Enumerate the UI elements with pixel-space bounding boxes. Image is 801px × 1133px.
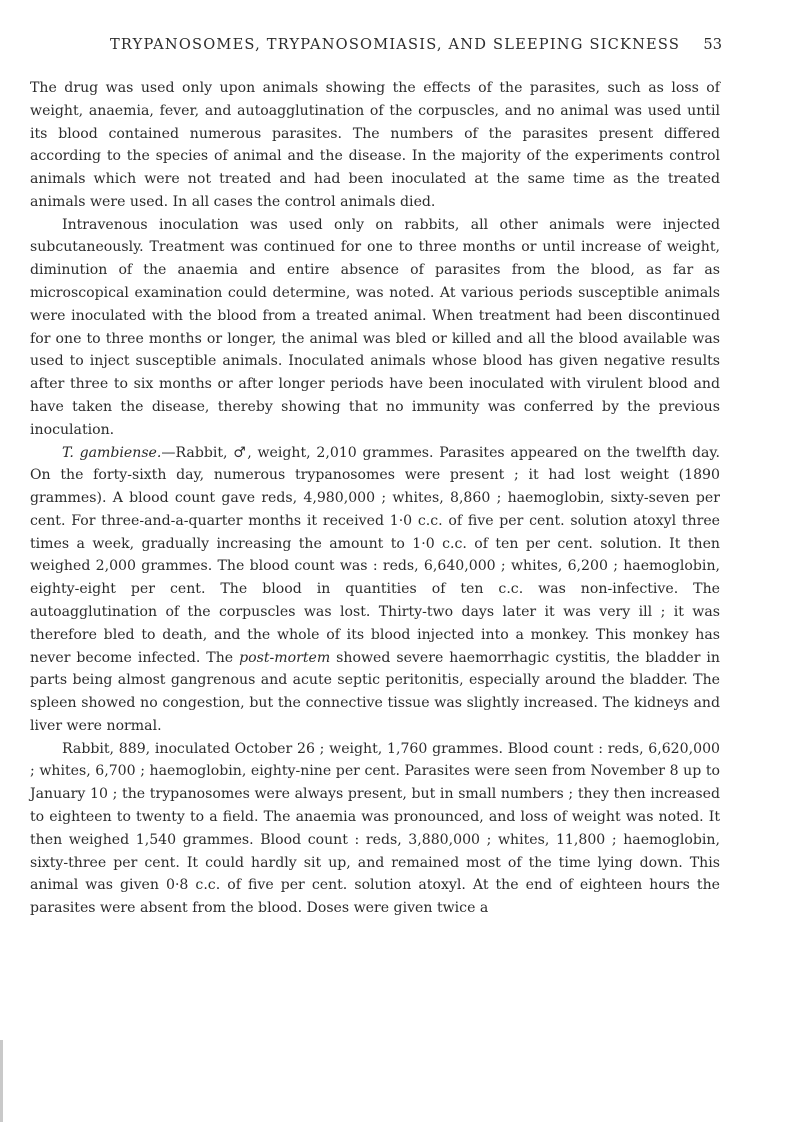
post-mortem-term: post-mortem <box>239 649 331 666</box>
gambiense-text-b: showed severe haemorrhagic cystitis, the bladder in parts being almost gangrenous and acute septic peritonitis, especially around the bladder. The spleen showed no congestion, but the connective tissue was slightly increased. The kidneys and liver were normal. <box>30 649 720 734</box>
page-number: 53 <box>703 36 722 53</box>
page-edge-mark <box>0 1040 3 1122</box>
paragraph-inoculation-method: Intravenous inoculation was used only on rabbits, all other animals were injected subcutaneously. Treatment was continued for one to three months or until increase of weight, diminution of the anaemia and entire absence of parasites from the blood, as far as microscopical examination could determine, was noted. At various periods susceptible animals were inoculated with the blood from a treated animal. When treatment had been discontinued for one to three months or longer, the animal was bled or killed and all the blood available was used to inject susceptible animals. Inoculated animals whose blood has given negative results after three to six months or after longer periods have been inoculated with virulent blood and have taken the disease, thereby showing that no immunity was conferred by the previous inoculation. <box>30 216 720 438</box>
running-title: TRYPANOSOMES, TRYPANOSOMIASIS, AND SLEEPING SICKNESS <box>110 36 681 53</box>
paragraph-rabbit-889: Rabbit, 889, inoculated October 26 ; weight, 1,760 grammes. Blood count : reds, 6,620,000 ; whites, 6,700 ; haemoglobin, eighty-nine per cent. Parasites were seen from November 8 up to January 10 ; the trypanosomes were always present, but in small numbers ; they then increased to eighteen to twenty to a field. The anaemia was pronounced, and loss of weight was noted. It then weighed 1,540 grammes. Blood count : reds, 3,880,000 ; whites, 11,800 ; haemoglobin, sixty-three per cent. It could hardly sit up, and remained most of the time lying down. This animal was given 0·8 c.c. of five per cent. solution atoxyl. At the end of eighteen hours the parasites were absent from the blood. Doses were given twice a <box>30 740 720 917</box>
body-text <box>30 77 720 920</box>
paragraph-drug-usage: The drug was used only upon animals showing the effects of the parasites, such as loss of weight, anaemia, fever, and autoagglutination of the corpuscles, and no animal was used until its blood contained numerous parasites. The numbers of the parasites present differed according to the species of animal and the disease. In the majority of the experiments control animals which were not treated and had been inoculated at the same time as the treated animals were used. In all cases the control animals died. <box>30 80 720 210</box>
running-header <box>110 36 722 62</box>
gambiense-text-a: —Rabbit, ♂, weight, 2,010 grammes. Parasites appeared on the twelfth day. On the forty-sixth day, numerous trypanosomes were present ; it had lost weight (1890 grammes). A blood count gave reds, 4,980,000 ; whites, 8,860 ; haemoglobin, sixty-seven per cent. For three-and-a-quarter months it received 1·0 c.c. of five per cent. solution atoxyl three times a week, gradually increasing the amount to 1·0 c.c. of ten per cent. solution. It then weighed 2,000 grammes. The blood count was : reds, 6,640,000 ; whites, 6,200 ; haemoglobin, eighty-eight per cent. The blood in quantities of ten c.c. was non-infective. The autoagglutination of the corpuscles was lost. Thirty-two days later it was very ill ; it was therefore bled to death, and the whole of its blood injected into a monkey. This monkey has never become infected. The <box>30 444 720 666</box>
paragraph-gambiense-rabbit <box>30 442 720 738</box>
species-name: T. gambiense. <box>62 444 162 461</box>
